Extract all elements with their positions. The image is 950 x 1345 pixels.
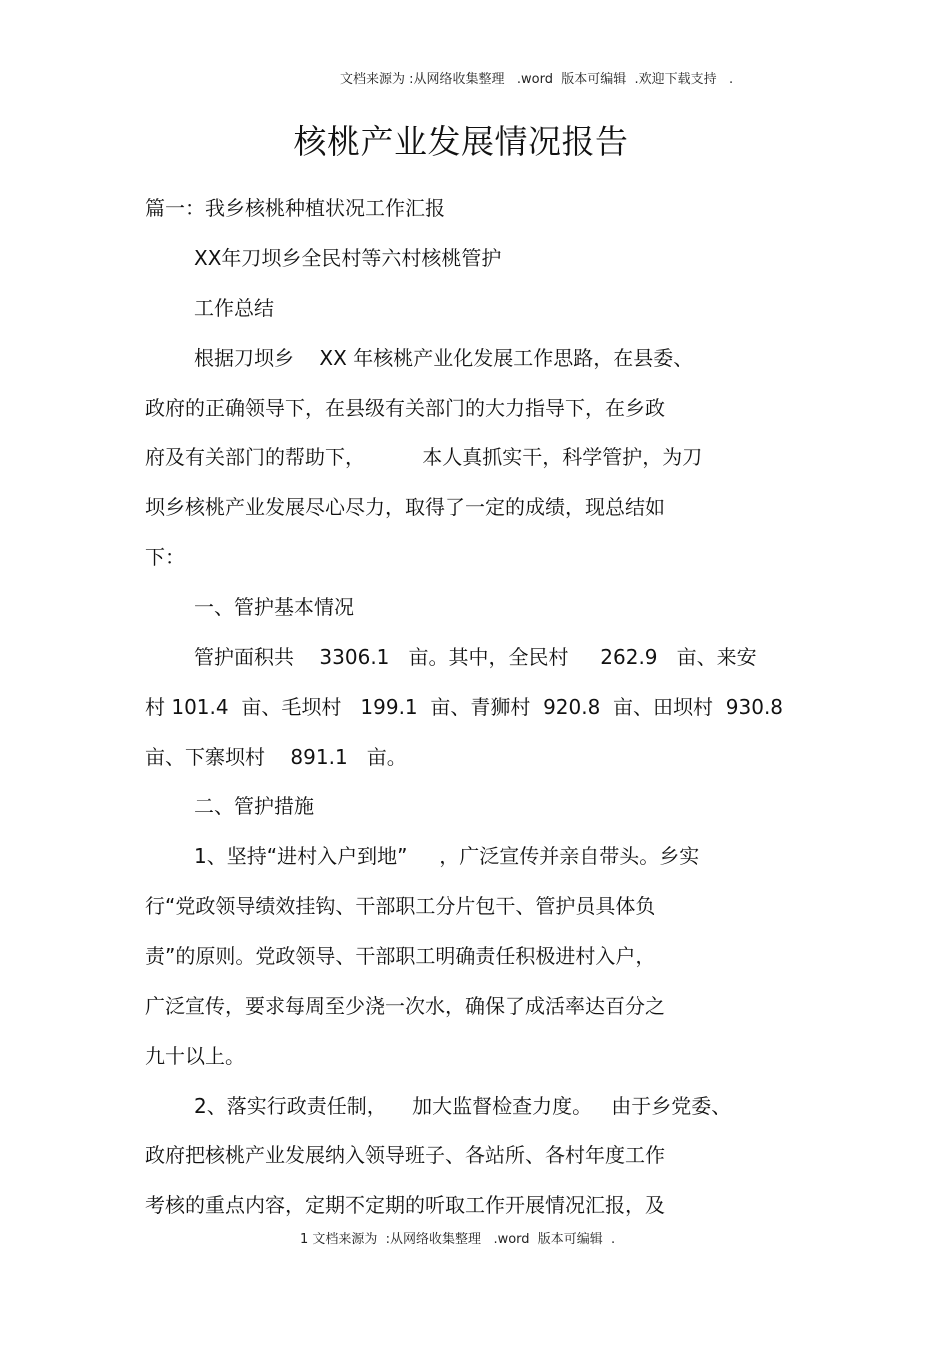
document-title: 核桃产业发展情况报告	[293, 122, 629, 161]
paragraph-4-line-1: 2、落实行政责任制， 加大监督检查力度。 由于乡党委、	[194, 1094, 732, 1118]
footer-source-note: 1 文档来源为 :从网络收集整理 .word 版本可编辑 .	[300, 1232, 616, 1247]
paragraph-3-line-5: 九十以上。	[145, 1044, 245, 1068]
paragraph-1-line-4: 坝乡核桃产业发展尽心尽力，取得了一定的成绩，现总结如	[145, 495, 665, 519]
paragraph-2-line-2: 村 101.4 亩、毛坝村 199.1 亩、青狮村 920.8 亩、田坝村 930.8	[145, 695, 784, 719]
paragraph-3-line-1: 1、坚持“进村入户到地” ，广泛宣传并亲自带头。乡实	[194, 844, 700, 868]
paragraph-4-line-2: 政府把核桃产业发展纳入领导班子、各站所、各村年度工作	[145, 1143, 665, 1167]
paragraph-2-line-1: 管护面积共 3306.1 亩。其中，全民村 262.9 亩、来安	[194, 645, 757, 669]
paragraph-2-line-3: 亩、下寨坝村 891.1 亩。	[145, 745, 407, 769]
section-heading-basic-situation: 一、管护基本情况	[194, 595, 354, 619]
paragraph-1-line-3: 府及有关部门的帮助下， 本人真抓实干，科学管护，为刀	[145, 445, 703, 469]
subtitle-line-2: 工作总结	[194, 296, 274, 320]
subtitle-line-1: XX年刀坝乡全民村等六村核桃管护	[194, 246, 502, 270]
paragraph-4-line-3: 考核的重点内容，定期不定期的听取工作开展情况汇报，及	[145, 1193, 665, 1217]
paragraph-3-line-4: 广泛宣传，要求每周至少浇一次水，确保了成活率达百分之	[145, 994, 665, 1018]
paragraph-1-line-2: 政府的正确领导下，在县级有关部门的大力指导下，在乡政	[145, 396, 665, 420]
paragraph-1-line-1: 根据刀坝乡 XX 年核桃产业化发展工作思路，在县委、	[194, 346, 694, 370]
section-heading-part-one: 篇一：我乡核桃种植状况工作汇报	[145, 196, 445, 220]
paragraph-1-line-5: 下：	[145, 545, 185, 569]
paragraph-3-line-3: 责”的原则。党政领导、干部职工明确责任积极进村入户，	[145, 944, 656, 968]
header-source-note: 文档来源为 :从网络收集整理 .word 版本可编辑 .欢迎下载支持 .	[340, 72, 734, 87]
paragraph-3-line-2: 行“党政领导绩效挂钩、干部职工分片包干、管护员具体负	[145, 894, 656, 918]
section-heading-measures: 二、管护措施	[194, 794, 314, 818]
